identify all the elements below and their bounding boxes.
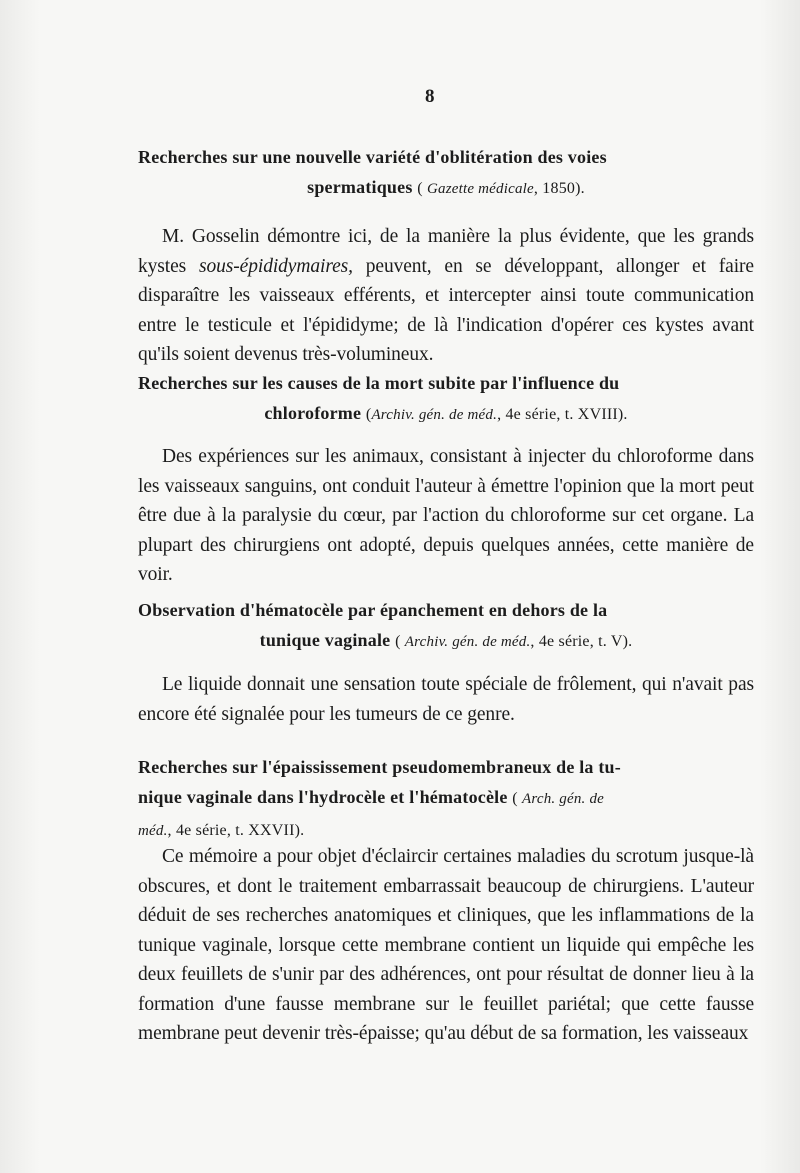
section-3-citation: ( Archiv. gén. de méd., 4e série, t. V). — [395, 633, 633, 650]
section-1-citation-source: Gazette médicale — [426, 181, 534, 197]
section-1 — [138, 142, 754, 204]
section-3-citation-source: Archiv. gén. de méd. — [404, 634, 531, 650]
section-3-title-line2: tunique vaginale — [259, 630, 391, 650]
section-2-citation-source: Archiv. gén. de méd. — [371, 407, 498, 423]
section-2-body-wrap — [138, 442, 754, 590]
section-4-citation-a: ( Arch. gén. de — [512, 790, 605, 807]
section-2-title-line1: Recherches sur les causes de la mort subite par l'influence du — [138, 373, 620, 393]
section-1-citation: ( Gazette médicale, 1850). — [417, 180, 585, 197]
section-3-body-wrap — [138, 670, 754, 729]
section-4-citation-source-a: Arch. gén. de — [522, 791, 605, 807]
section-2-citation-rest: , 4e série, t. XVIII). — [497, 406, 628, 423]
section-4-title-line2-wrap — [138, 782, 754, 814]
section-1-title-line2: spermatiques — [307, 177, 413, 197]
section-4-title-line2: nique vaginale dans l'hydrocèle et l'hématocèle — [138, 787, 508, 807]
section-2-citation: (Archiv. gén. de méd., 4e série, t. XVIII). — [365, 406, 628, 423]
section-2-body: Des expériences sur les animaux, consistant à injecter du chloroforme dans les vaisseaux sanguins, ont conduit l'auteur à émettre l'opinion que la mort peut être due à la paralysie du cœur, par l'action du chloroforme sur cet organe. La plupart des chirurgiens ont adopté, depuis quelques années, cette manière de voir. — [138, 446, 754, 585]
section-1-body-part1: M. Gosselin démontre ici, de la manière la plus évidente, que les grands kystes — [138, 226, 754, 277]
section-1-body — [138, 222, 754, 370]
section-4-body-wrap — [138, 842, 754, 1049]
section-1-body-italic: sous-épididymaires, — [199, 255, 353, 277]
section-2-title-line2: chloroforme — [264, 403, 362, 423]
section-4 — [138, 752, 754, 846]
section-3-title-line2-wrap — [138, 625, 754, 657]
section-1-heading — [138, 142, 754, 204]
section-2 — [138, 368, 754, 430]
section-4-body: Ce mémoire a pour objet d'éclaircir certaines maladies du scrotum jusque-là obscures, et dont le traitement embarrassait beaucoup de chirurgiens. L'auteur déduit de ses recherches anatomiques et cliniques, que les inflammations de la tunique vaginale, lorsque cette membrane contient un liquide qui empêche les deux feuillets de s'unir par des adhérences, ont pour résultat de donner lieu à la formation d'une fausse membrane sur le feuillet pariétal; que cette fausse membrane peut devenir très-épaisse; qu'au début de sa formation, les vaisseaux — [138, 846, 754, 1044]
section-4-title-line1: Recherches sur l'épaississement pseudomembraneux de la tu- — [138, 757, 621, 777]
section-3 — [138, 595, 754, 657]
section-1-title-line2-wrap — [138, 172, 754, 204]
section-1-citation-rest: , 1850). — [533, 180, 585, 197]
section-3-title-line1: Observation d'hématocèle par épanchement en dehors de la — [138, 600, 608, 620]
section-4-citation-b — [138, 822, 304, 839]
section-2-title-line2-wrap — [138, 398, 754, 430]
section-4-citation-rest: , 4e série, t. XXVII). — [167, 822, 305, 839]
section-4-heading — [138, 752, 754, 846]
section-1-body-wrap — [138, 222, 754, 370]
section-3-body: Le liquide donnait une sensation toute spéciale de frôlement, qui n'avait pas encore été signalée pour les tumeurs de ce genre. — [138, 674, 754, 725]
section-3-heading — [138, 595, 754, 657]
section-1-title-line1: Recherches sur une nouvelle variété d'oblitération des voies — [138, 147, 607, 167]
section-3-citation-rest: , 4e série, t. V). — [530, 633, 633, 650]
section-1-body-part2: peuvent, en se développant, allonger et faire disparaître les vaisseaux efférents, et intercepter ainsi toute communication entre le testicule et l'épididyme; de là l'indication d'opérer ces kystes avant qu'ils soient devenus très-volumineux. — [138, 255, 754, 365]
page-number: 8 — [425, 86, 435, 107]
section-2-heading — [138, 368, 754, 430]
section-4-citation-source-b: méd. — [138, 823, 168, 839]
